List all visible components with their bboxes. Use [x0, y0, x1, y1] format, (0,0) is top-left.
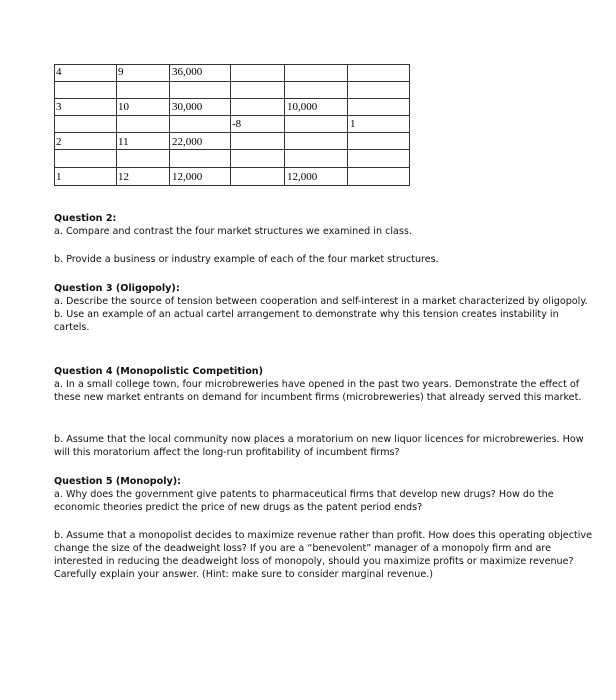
table-cell: 12,000	[172, 171, 203, 183]
question-heading: Question 4 (Monopolistic Competition)	[54, 366, 264, 377]
table-border	[54, 132, 410, 133]
question-part-a: a. Compare and contrast the four market structures we examined in class.	[54, 226, 412, 237]
table-cell: 1	[56, 171, 62, 183]
table-border	[54, 185, 410, 186]
question-part-b: b. Provide a business or industry example of each of the four market structures.	[54, 254, 439, 265]
table-border	[54, 98, 410, 99]
table-cell: 9	[118, 66, 124, 78]
table-cell: 3	[56, 101, 62, 113]
question-5	[54, 475, 594, 514]
table-cell: 2	[56, 136, 62, 148]
table-cell: 22,000	[172, 136, 203, 148]
question-2-b	[54, 253, 594, 266]
table-cell: 36,000	[172, 66, 203, 78]
table-border	[54, 115, 410, 116]
table-border	[54, 167, 410, 168]
question-part-a: a. Describe the source of tension between cooperation and self-interest in a market characterized by oligopoly.	[54, 296, 588, 307]
table-border	[54, 149, 410, 150]
table-border	[54, 81, 410, 82]
question-heading: Question 2:	[54, 213, 117, 224]
question-2	[54, 212, 594, 238]
table-cell: 12	[118, 171, 129, 183]
question-5-b	[54, 529, 594, 581]
question-part-b: b. Assume that the local community now places a moratorium on new liquor licences for microbreweries. How will this moratorium affect the long-run profitability of incumbent firms?	[54, 434, 584, 458]
table-cell: 11	[118, 136, 129, 148]
question-part-a: a. Why does the government give patents to pharmaceutical firms that develop new drugs? How do the economic theories predict the price of new drugs as the patent period ends?	[54, 489, 554, 513]
question-4-b	[54, 433, 594, 459]
table-cell: 10	[118, 101, 129, 113]
table-cell: -8	[232, 118, 242, 130]
question-4	[54, 365, 594, 404]
table-cell: 1	[350, 118, 356, 130]
question-part-a: a. In a small college town, four microbreweries have opened in the past two years. Demonstrate the effect of these new market entrants on demand for incumbent firms (microbreweries) that already served this market.	[54, 379, 582, 403]
question-3	[54, 282, 594, 334]
question-part-b: b. Use an example of an actual cartel arrangement to demonstrate why this tension creates instability in cartels.	[54, 309, 559, 333]
question-part-b: b. Assume that a monopolist decides to maximize revenue rather than profit. How does this operating objective change the size of the deadweight loss? If you are a “benevolent” manager of a monopoly firm and are interested in reducing the deadweight loss of monopoly, should you maximize profits or maximize revenue? Carefully explain your answer. (Hint: make sure to consider marginal revenue.)	[54, 530, 592, 580]
table-cell: 30,000	[172, 101, 203, 113]
table-border	[54, 64, 410, 65]
table-cell: 10,000	[287, 101, 318, 113]
question-heading: Question 3 (Oligopoly):	[54, 283, 180, 294]
table-cell: 12,000	[287, 171, 318, 183]
table-cell: 4	[56, 66, 62, 78]
data-table	[54, 64, 410, 186]
question-heading: Question 5 (Monopoly):	[54, 476, 182, 487]
